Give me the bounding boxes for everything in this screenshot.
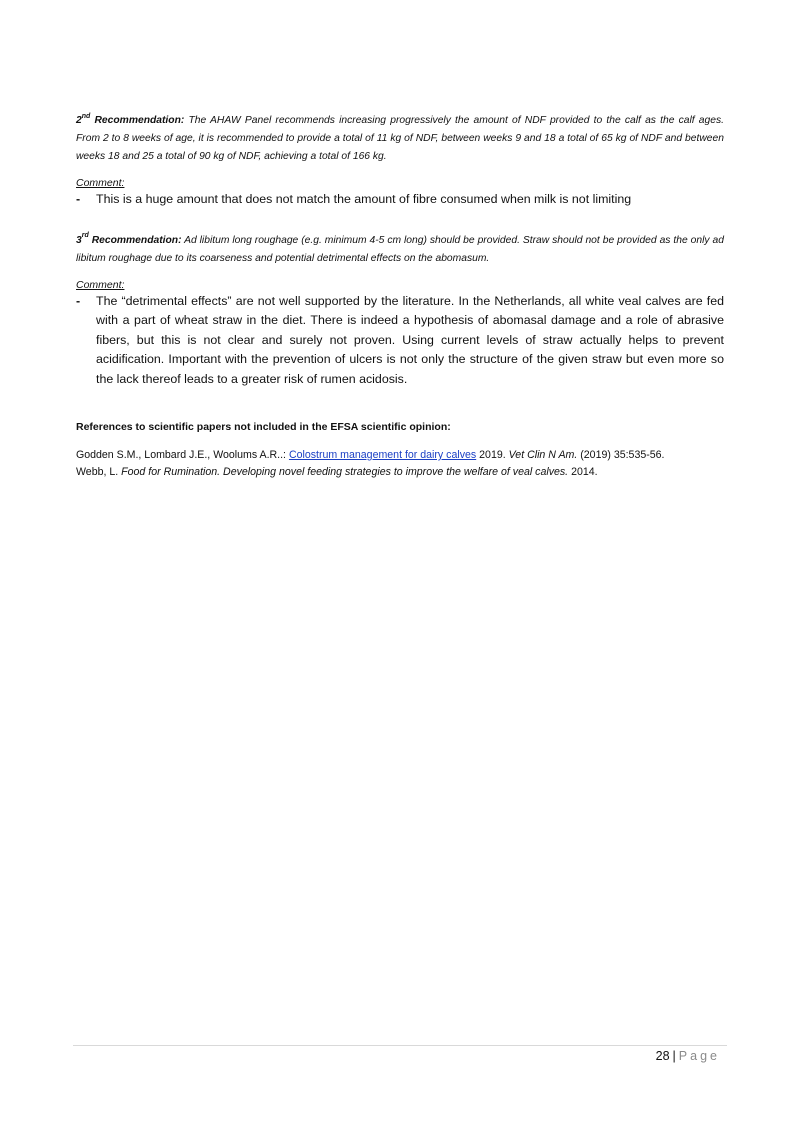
reference-item [76, 464, 724, 481]
comment-text: The “detrimental effects” are not well supported by the literature. In the Netherlands, all white veal calves are fed with a part of wheat straw in the diet. There is indeed a hypothesis of abomasal damage and a role of abrasive fibers, but this is not clear and surely not proven. Using current levels of straw actually helps to prevent acidification. Important with the prevention of ulcers is not only the structure of the given straw but even more so the lack thereof leads to a greater risk of rumen acidosis. [96, 293, 724, 386]
recommendation-text: The AHAW Panel recommends increasing progressively the amount of NDF provided to the calf as the calf ages. From 2 to 8 weeks of age, it is recommended to provide a total of 11 kg of NDF, between weeks 9 and 18 a total of 65 kg of NDF and between weeks 18 and 25 a total of 90 kg of NDF, achieving a total of 166 kg. [76, 115, 724, 162]
recommendation-2 [76, 112, 724, 166]
comment-item [76, 292, 724, 390]
page-footer [656, 1049, 720, 1063]
bullet-dash: - [76, 192, 81, 206]
reference-link[interactable]: Colostrum management for dairy calves [288, 449, 477, 461]
recommendation-text: Ad libitum long roughage (e.g. minimum 4-5 cm long) should be provided. Straw should not be provided as the only ad libitum roughage due to its coarseness and potential detrimental effects on the abomasum. [76, 234, 724, 264]
recommendation-ordinal: 3 [76, 234, 82, 246]
reference-journal: Vet Clin N Am. [508, 449, 578, 461]
reference-year: 2014. [571, 466, 598, 478]
recommendation-title: Recommendation: [91, 234, 182, 246]
reference-authors: Godden S.M., Lombard J.E., Woolums A.R..: [76, 449, 287, 461]
document-body [76, 112, 724, 481]
bullet-dash: - [76, 293, 81, 308]
recommendation-title: Recommendation: [94, 115, 185, 126]
references-heading: References to scientific papers not included in the EFSA scientific opinion: [76, 421, 451, 433]
comment-list [76, 292, 724, 390]
recommendation-3 [76, 232, 724, 268]
recommendation-ordinal-suffix: nd [81, 112, 91, 120]
comment-list [76, 190, 724, 210]
recommendation-ordinal-suffix: rd [81, 232, 89, 240]
page-number: 28 [655, 1049, 670, 1063]
reference-year: 2019. [479, 449, 506, 461]
reference-title: Food for Rumination. Developing novel feeding strategies to improve the welfare of veal calves. [121, 466, 569, 478]
comment-text: This is a huge amount that does not match the amount of fibre consumed when milk is not limiting [96, 192, 632, 206]
reference-item [76, 447, 724, 464]
page-label: Page [678, 1049, 720, 1063]
comment-item [76, 190, 724, 210]
recommendation-ordinal: 2 [76, 115, 82, 126]
footer-separator: | [672, 1049, 676, 1063]
reference-authors: Webb, L. [76, 466, 119, 478]
reference-details: (2019) 35:535-56. [580, 449, 665, 461]
comment-label: Comment: [76, 278, 125, 291]
comment-label: Comment: [76, 177, 125, 189]
footer-divider [73, 1045, 727, 1046]
